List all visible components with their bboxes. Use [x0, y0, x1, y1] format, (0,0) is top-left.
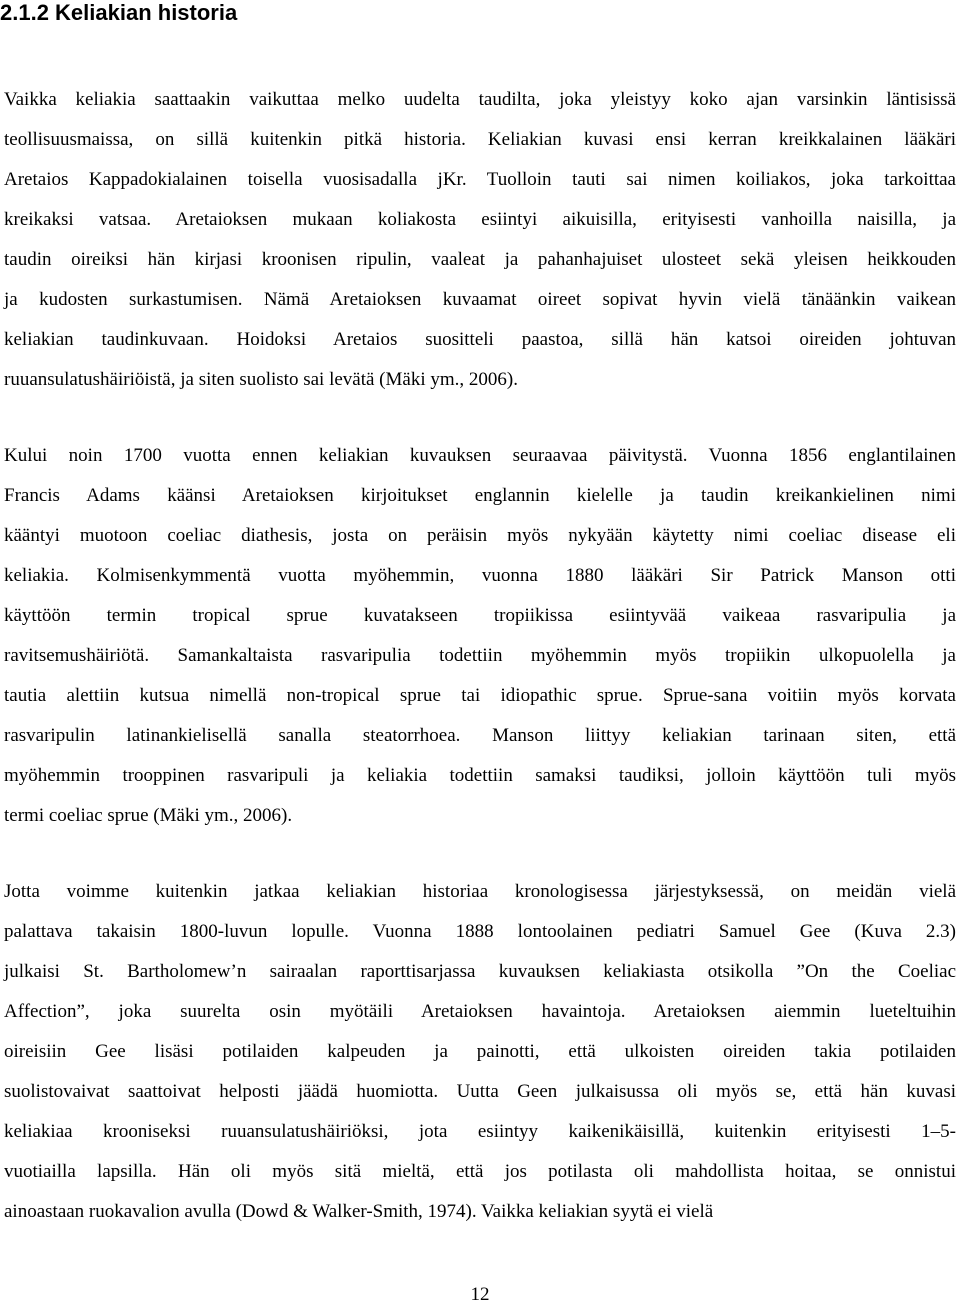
text-line: kreikaksi vatsaa. Aretaioksen mukaan koliakosta esiintyi aikuisilla, erityisesti vanhoilla naisilla, ja: [4, 209, 956, 230]
text-line: suolistovaivat saattoivat helposti jäädä huomiotta. Uutta Geen julkaisussa oli myös se, että hän kuvasi: [4, 1081, 956, 1102]
text-line: julkaisi St. Bartholomew’n sairaalan raporttisarjassa kuvauksen keliakiasta otsikolla ”On the Coeliac: [4, 961, 956, 982]
text-line: teollisuusmaissa, on sillä kuitenkin pitkä historia. Keliakian kuvasi ensi kerran kreikkalainen lääkäri: [4, 129, 956, 150]
text-line: ainoastaan ruokavalion avulla (Dowd & Walker-Smith, 1974). Vaikka keliakian syytä ei vielä: [4, 1201, 714, 1222]
text-line: Aretaios Kappadokialainen toisella vuosisadalla jKr. Tuolloin tauti sai nimen koiliakos, joka tarkoittaa: [4, 169, 956, 190]
text-line: Francis Adams käänsi Aretaioksen kirjoitukset englannin kielelle ja taudin kreikankielinen nimi: [4, 485, 956, 506]
text-line: ja kudosten surkastumisen. Nämä Aretaioksen kuvaamat oireet sopivat hyvin vielä tänäänkin vaikean: [4, 289, 956, 310]
paragraph-1: [4, 80, 956, 400]
text-line: Affection”, joka suurelta osin myötäili Aretaioksen havaintoja. Aretaioksen aiemmin lueteltuihin: [4, 1001, 956, 1022]
text-line: termi coeliac sprue (Mäki ym., 2006).: [4, 805, 293, 826]
text-line: Kului noin 1700 vuotta ennen keliakian kuvauksen seuraavaa päivitystä. Vuonna 1856 englantilainen: [4, 445, 956, 466]
text-line: keliakian taudinkuvaan. Hoidoksi Aretaios suositteli paastoa, sillä hän katsoi oireiden johtuvan: [4, 329, 956, 350]
section-heading: 2.1.2 Keliakian historia: [0, 0, 238, 25]
text-line: oireisiin Gee lisäsi potilaiden kalpeuden ja painotti, että ulkoisten oireiden takia potilaiden: [4, 1041, 956, 1062]
text-line: keliakia. Kolmisenkymmentä vuotta myöhemmin, vuonna 1880 lääkäri Sir Patrick Manson otti: [4, 565, 956, 586]
paragraph-3: [4, 872, 956, 1232]
text-line: keliakiaa krooniseksi ruuansulatushäiriöksi, jota esiintyy kaikenikäisillä, kuitenkin erityisesti 1–5-: [4, 1121, 956, 1142]
text-line: Vaikka keliakia saattaakin vaikuttaa melko uudelta taudilta, joka yleistyy koko ajan varsinkin läntisissä: [4, 89, 956, 110]
page-number: 12: [470, 1284, 490, 1305]
text-line: Jotta voimme kuitenkin jatkaa keliakian historiaa kronologisessa järjestyksessä, on meidän vielä: [4, 881, 956, 902]
text-line: rasvaripulin latinankielisellä sanalla steatorrhoea. Manson liittyy keliakian tarinaan siten, että: [4, 725, 956, 746]
text-line: taudin oireiksi hän kirjasi kroonisen ripulin, vaaleat ja pahanhajuiset ulosteet sekä yleisen heikkouden: [4, 249, 956, 270]
text-line: vuotiailla lapsilla. Hän oli myös sitä mieltä, että jos potilasta oli mahdollista hoitaa, se onnistui: [4, 1161, 956, 1182]
text-line: myöhemmin trooppinen rasvaripuli ja keliakia todettiin samaksi taudiksi, jolloin käyttöön tuli myös: [4, 765, 956, 786]
text-line: ravitsemushäiriötä. Samankaltaista rasvaripulia todettiin myöhemmin myös tropiikin ulkopuolella ja: [4, 645, 956, 666]
text-line: kääntyi muotoon coeliac diathesis, josta on peräisin myös nykyään käytetty nimi coeliac disease eli: [4, 525, 956, 546]
text-line: palattava takaisin 1800-luvun lopulle. Vuonna 1888 lontoolainen pediatri Samuel Gee (Kuva 2.3): [4, 921, 956, 942]
text-line: tautia alettiin kutsua nimellä non-tropical sprue tai idiopathic sprue. Sprue-sana voitiin myös korvata: [4, 685, 956, 706]
paragraph-2: [4, 436, 956, 836]
text-line: ruuansulatushäiriöistä, ja siten suolisto sai levätä (Mäki ym., 2006).: [4, 369, 518, 390]
text-line: käyttöön termin tropical sprue kuvatakseen tropiikissa esiintyvää vaikeaa rasvaripulia ja: [4, 605, 956, 626]
